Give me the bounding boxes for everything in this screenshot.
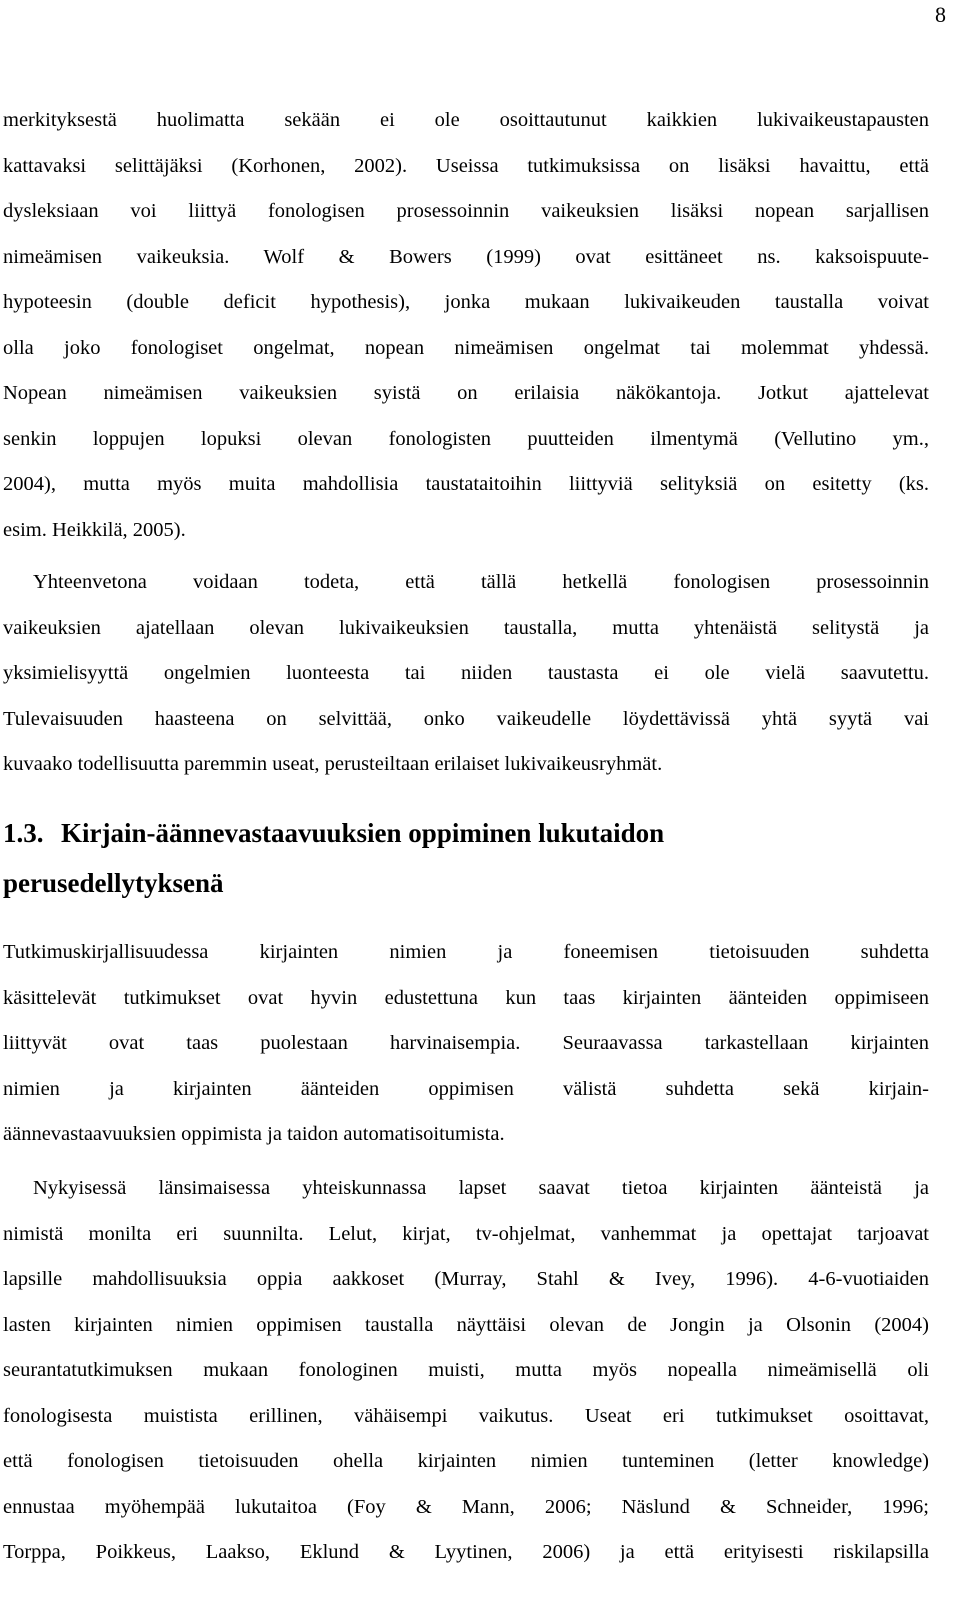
text-line: fonologisesta muistista erillinen, vähäisempi vaikutus. Useat eri tutkimukset osoittavat,	[3, 1404, 929, 1427]
text-line: nimistä monilta eri suunnilta. Lelut, kirjat, tv-ohjelmat, vanhemmat ja opettajat tarjoavat	[3, 1222, 929, 1245]
paragraph-2	[3, 560, 929, 788]
text-line: lasten kirjainten nimien oppimisen taustalla näyttäisi olevan de Jongin ja Olsonin (2004)	[3, 1313, 929, 1336]
text-line: yksimielisyyttä ongelmien luonteesta tai niiden taustasta ei ole vielä saavutettu.	[3, 662, 929, 684]
text-line: seurantatutkimuksen mukaan fonologinen muisti, mutta myös nopealla nimeämisellä oli	[3, 1359, 929, 1381]
text-line: Yhteenvetona voidaan todeta, että tällä hetkellä fonologisen prosessoinnin	[33, 571, 929, 593]
text-line: Torppa, Poikkeus, Laakso, Eklund & Lyytinen, 2006) ja että erityisesti riskilapsilla	[3, 1541, 929, 1563]
text-line: senkin loppujen lopuksi olevan fonologisten puutteiden ilmentymä (Vellutino ym.,	[3, 427, 929, 450]
section-title-part-2: perusedellytyksenä	[3, 868, 224, 898]
text-line: nimien ja kirjainten äänteiden oppimisen välistä suhdetta sekä kirjain-	[3, 1077, 929, 1100]
text-line: käsittelevät tutkimukset ovat hyvin edustettuna kun taas kirjainten äänteiden oppimiseen	[3, 986, 929, 1009]
text-line: Tulevaisuuden haasteena on selvittää, onko vaikeudelle löydettävissä yhtä syytä vai	[3, 707, 929, 730]
text-line: hypoteesin (double deficit hypothesis), jonka mukaan lukivaikeuden taustalla voivat	[3, 291, 929, 313]
text-line: 2004), mutta myös muita mahdollisia taustataitoihin liittyviä selityksiä on esitetty (ks.	[3, 473, 929, 495]
text-line: liittyvät ovat taas puolestaan harvinaisempia. Seuraavassa tarkastellaan kirjainten	[3, 1032, 929, 1054]
text-line: nimeämisen vaikeuksia. Wolf & Bowers (1999) ovat esittäneet ns. kaksoispuute-	[3, 245, 929, 268]
text-line: merkityksestä huolimatta sekään ei ole osoittautunut kaikkien lukivaikeustapausten	[3, 109, 929, 131]
text-line: dysleksiaan voi liittyä fonologisen prosessoinnin vaikeuksien lisäksi nopean sarjallisen	[3, 200, 929, 222]
text-line: esim. Heikkilä, 2005).	[3, 518, 186, 541]
section-title-part-1: Kirjain-äännevastaavuuksien oppiminen lukutaidon	[61, 818, 665, 848]
paragraph-1	[3, 98, 929, 553]
text-line: kattavaksi selittäjäksi (Korhonen, 2002). Useissa tutkimuksissa on lisäksi havaittu, että	[3, 154, 929, 177]
text-line: ennustaa myöhempää lukutaitoa (Foy & Mann, 2006; Näslund & Schneider, 1996;	[3, 1495, 929, 1518]
text-line: että fonologisen tietoisuuden ohella kirjainten nimien tunteminen (letter knowledge)	[3, 1450, 929, 1472]
page-number: 8	[935, 2, 946, 27]
section-number: 1.3.	[3, 818, 44, 848]
text-line: lapsille mahdollisuuksia oppia aakkoset (Murray, Stahl & Ivey, 1996). 4-6-vuotiaiden	[3, 1268, 929, 1290]
text-line: Tutkimuskirjallisuudessa kirjainten nimien ja foneemisen tietoisuuden suhdetta	[3, 941, 929, 963]
text-line: äännevastaavuuksien oppimista ja taidon automatisoitumista.	[3, 1123, 505, 1145]
text-line: kuvaako todellisuutta paremmin useat, perusteiltaan erilaiset lukivaikeusryhmät.	[3, 753, 663, 775]
paragraph-4	[3, 1166, 929, 1576]
text-line: Nopean nimeämisen vaikeuksien syistä on erilaisia näkökantoja. Jotkut ajattelevat	[3, 382, 929, 404]
text-line: olla joko fonologiset ongelmat, nopean nimeämisen ongelmat tai molemmat yhdessä.	[3, 336, 929, 359]
text-line: Nykyisessä länsimaisessa yhteiskunnassa lapset saavat tietoa kirjainten äänteistä ja	[33, 1177, 929, 1199]
section-heading-line-1	[3, 808, 929, 858]
paragraph-3	[3, 930, 929, 1158]
text-line: vaikeuksien ajatellaan olevan lukivaikeuksien taustalla, mutta yhtenäistä selitystä ja	[3, 616, 929, 639]
section-heading	[3, 808, 929, 908]
